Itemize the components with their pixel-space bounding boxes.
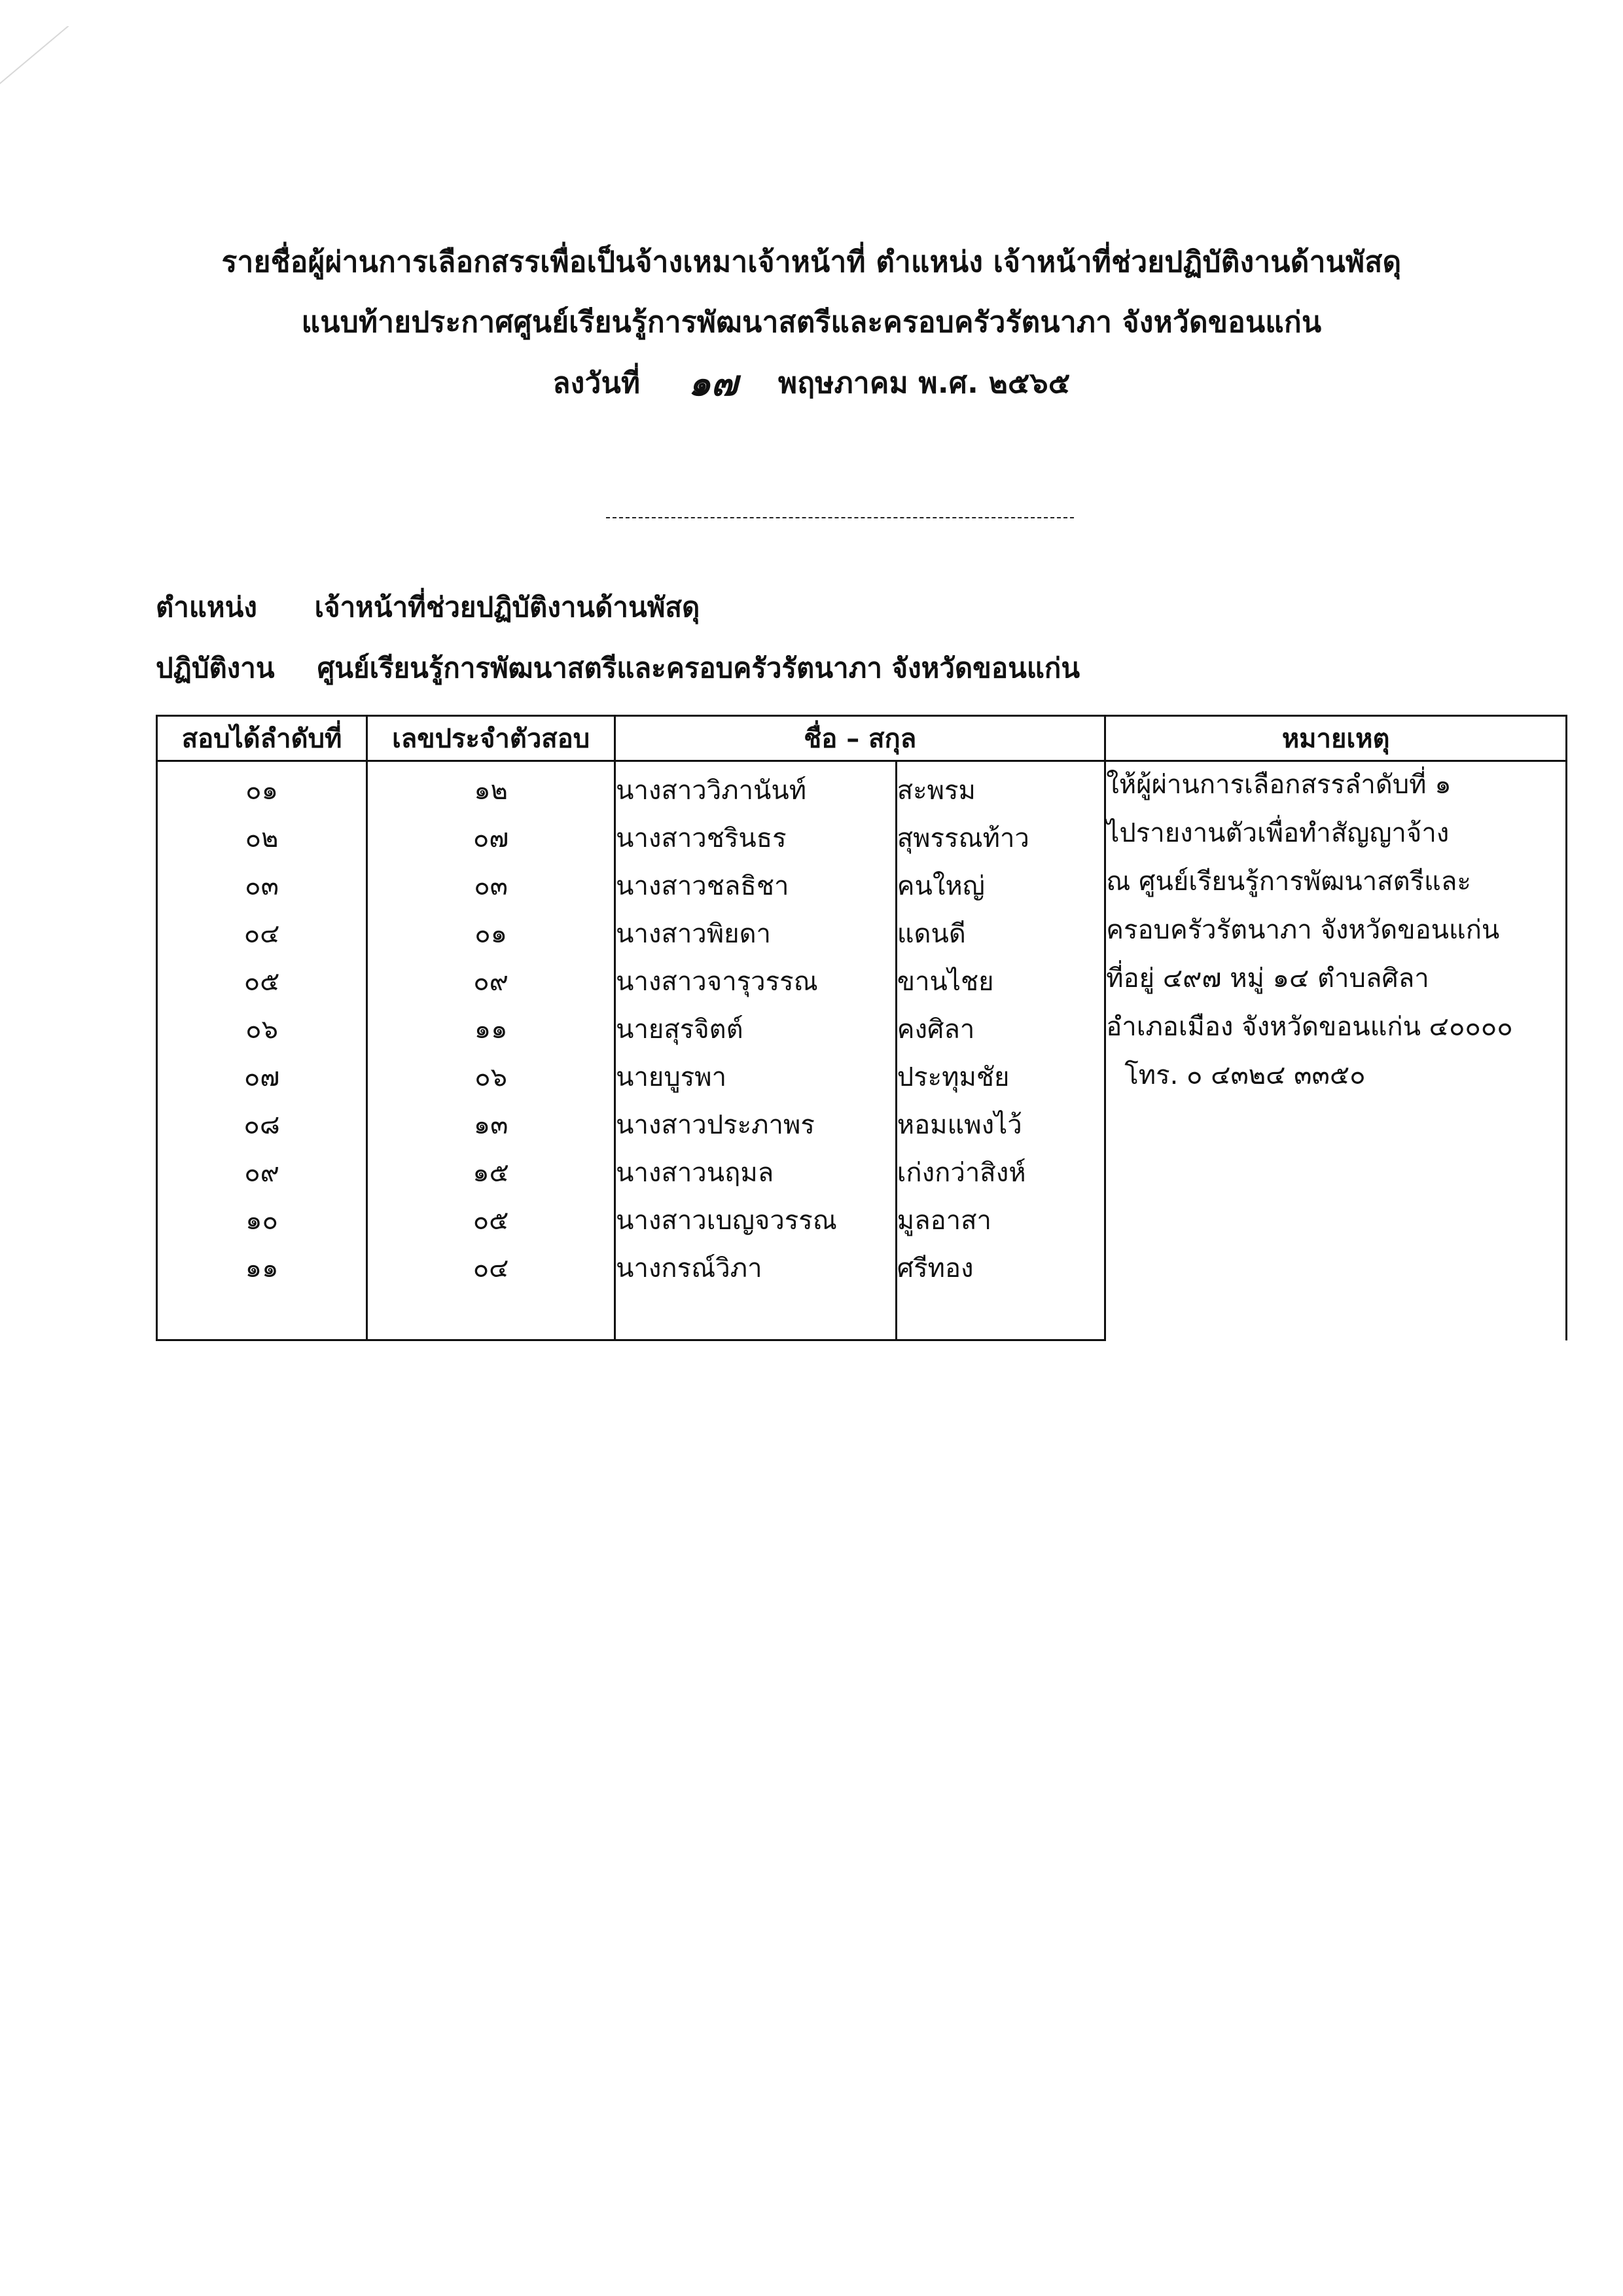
header-name: ชื่อ – สกุล xyxy=(615,716,1105,761)
exam-id-cell: ๐๖ xyxy=(367,1052,615,1100)
exam-id-cell: ๐๗ xyxy=(367,814,615,861)
handwritten-date-day: ๑๗ xyxy=(688,362,738,404)
table-row xyxy=(157,761,1567,814)
last-name-cell: คนใหญ่ xyxy=(896,861,1105,909)
rank-cell: ๐๕ xyxy=(157,957,367,1005)
remark-line: ให้ผู้ผ่านการเลือกสรรลำดับที่ ๑ xyxy=(1106,770,1452,800)
exam-id-cell: ๐๕ xyxy=(367,1196,615,1244)
rank-cell: ๐๒ xyxy=(157,814,367,861)
rank-cell: ๐๔ xyxy=(157,909,367,957)
exam-id-cell: ๑๕ xyxy=(367,1148,615,1196)
rank-cell: ๐๗ xyxy=(157,1052,367,1100)
header-remark: หมายเหตุ xyxy=(1105,716,1567,761)
last-name-cell: เก่งกว่าสิงห์ xyxy=(896,1148,1105,1196)
rank-cell: ๐๙ xyxy=(157,1148,367,1196)
table-header-row xyxy=(157,716,1567,761)
last-name-cell: สะพรม xyxy=(896,761,1105,814)
date-month-year: พฤษภาคม พ.ศ. ๒๕๖๕ xyxy=(778,367,1071,400)
position-value: เจ้าหน้าที่ช่วยปฏิบัติงานด้านพัสดุ xyxy=(314,591,700,623)
header-rank: สอบได้ลำดับที่ xyxy=(157,716,367,761)
document-header xyxy=(0,232,1623,413)
exam-id-cell: ๑๒ xyxy=(367,761,615,814)
exam-id-cell: ๑๓ xyxy=(367,1100,615,1148)
last-name-cell: แดนดี xyxy=(896,909,1105,957)
remark-line: ไปรายงานตัวเพื่อทำสัญญาจ้าง xyxy=(1106,818,1450,848)
dashed-divider xyxy=(606,517,1074,518)
remark-line: ครอบครัวรัตนาภา จังหวัดขอนแก่น xyxy=(1106,915,1500,945)
rank-cell: ๐๖ xyxy=(157,1005,367,1052)
exam-id-cell: ๐๙ xyxy=(367,957,615,1005)
rank-cell: ๑๑ xyxy=(157,1244,367,1291)
remark-line: ที่อยู่ ๔๙๗ หมู่ ๑๔ ตำบลศิลา xyxy=(1106,963,1429,994)
header-title-line1: รายชื่อผู้ผ่านการเลือกสรรเพื่อเป็นจ้างเหมาเจ้าหน้าที่ ตำแหน่ง เจ้าหน้าที่ช่วยปฏิบัติงานด้านพัสดุ xyxy=(221,245,1402,279)
header-exam-id: เลขประจำตัวสอบ xyxy=(367,716,615,761)
date-prefix: ลงวันที่ xyxy=(552,367,641,400)
rank-cell: ๐๑ xyxy=(157,761,367,814)
exam-id-cell: ๐๓ xyxy=(367,861,615,909)
exam-id-cell: ๑๑ xyxy=(367,1005,615,1052)
first-name-cell: นางสาวชรินธร xyxy=(615,814,897,861)
remark-line: ณ ศูนย์เรียนรู้การพัฒนาสตรีและ xyxy=(1106,867,1471,897)
exam-id-cell: ๐๑ xyxy=(367,909,615,957)
results-table xyxy=(156,715,1567,1341)
remark-cell xyxy=(1105,761,1567,1340)
workplace-line xyxy=(156,647,1080,690)
first-name-cell: นางสาวนฤมล xyxy=(615,1148,897,1196)
first-name-cell: นายบูรพา xyxy=(615,1052,897,1100)
first-name-cell: นางสาวชลธิชา xyxy=(615,861,897,909)
last-name-cell: หอมแพงไว้ xyxy=(896,1100,1105,1148)
first-name-cell: นางสาวเบญจวรรณ xyxy=(615,1196,897,1244)
last-name-cell: มูลอาสา xyxy=(896,1196,1105,1244)
empty-cell xyxy=(157,1291,367,1340)
rank-cell: ๐๓ xyxy=(157,861,367,909)
remark-line: อำเภอเมือง จังหวัดขอนแก่น ๔๐๐๐๐ xyxy=(1106,1012,1513,1042)
last-name-cell: สุพรรณท้าว xyxy=(896,814,1105,861)
last-name-cell: ขานไชย xyxy=(896,957,1105,1005)
last-name-cell: คงศิลา xyxy=(896,1005,1105,1052)
workplace-value: ศูนย์เรียนรู้การพัฒนาสตรีและครอบครัวรัตนาภา จังหวัดขอนแก่น xyxy=(317,652,1080,684)
position-label: ตำแหน่ง xyxy=(156,591,257,623)
first-name-cell: นางสาวประภาพร xyxy=(615,1100,897,1148)
workplace-label: ปฏิบัติงาน xyxy=(156,652,275,684)
header-title-line2: แนบท้ายประกาศศูนย์เรียนรู้การพัฒนาสตรีและครอบครัวรัตนาภา จังหวัดขอนแก่น xyxy=(301,306,1322,339)
rank-cell: ๑๐ xyxy=(157,1196,367,1244)
exam-id-cell: ๐๔ xyxy=(367,1244,615,1291)
last-name-cell: ประทุมชัย xyxy=(896,1052,1105,1100)
remark-line: โทร. ๐ ๔๓๒๔ ๓๓๕๐ xyxy=(1124,1060,1366,1090)
empty-cell xyxy=(896,1291,1105,1340)
scan-corner-mark xyxy=(0,26,131,170)
rank-cell: ๐๘ xyxy=(157,1100,367,1148)
first-name-cell: นางกรณ์วิภา xyxy=(615,1244,897,1291)
empty-cell xyxy=(615,1291,897,1340)
header-date-line xyxy=(0,353,1623,413)
first-name-cell: นางสาวจารุวรรณ xyxy=(615,957,897,1005)
last-name-cell: ศรีทอง xyxy=(896,1244,1105,1291)
position-line xyxy=(156,586,700,629)
first-name-cell: นางสาววิภานันท์ xyxy=(615,761,897,814)
first-name-cell: นายสุรจิตต์ xyxy=(615,1005,897,1052)
first-name-cell: นางสาวพิยดา xyxy=(615,909,897,957)
empty-cell xyxy=(367,1291,615,1340)
